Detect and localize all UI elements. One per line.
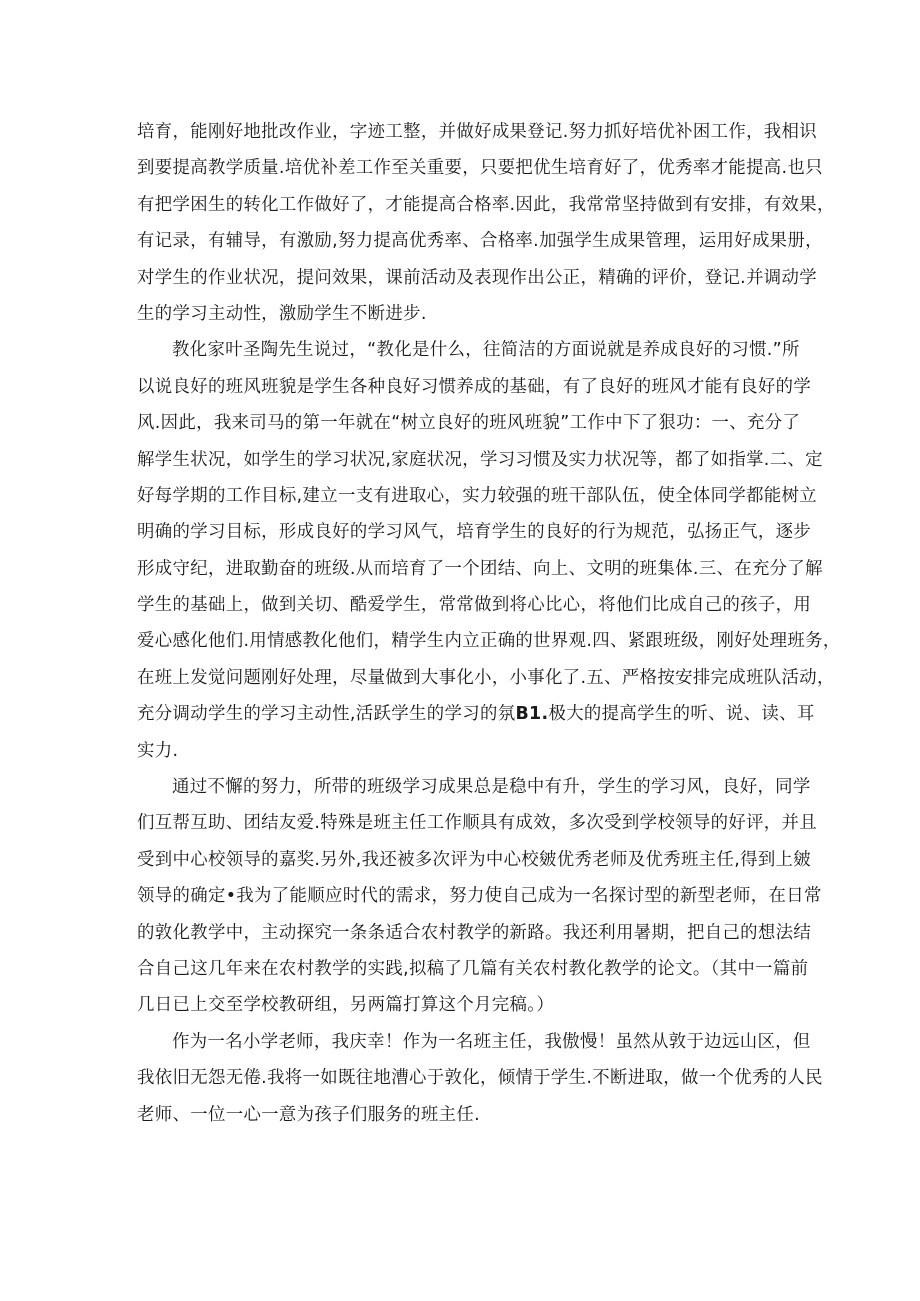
text-segment: 极大的提高学生的听、说、读、耳	[548, 704, 815, 725]
text-line: 培育，能刚好地批改作业，字迹工整，并做好成果登记.努力抓好培优补困工作，我相识	[137, 122, 818, 142]
text-line: 对学生的作业状况，提问效果，课前活动及表现作出公正，精确的评价，登记.并调动学	[137, 267, 818, 288]
text-line: 实力.	[137, 740, 179, 761]
text-line: 解学生状况，如学生的学习状况,家庭状况，学习习惯及实力状况等，都了如指掌.二、定	[137, 449, 823, 470]
text-line: 领导的确定•我为了能顺应时代的需求，努力使自己成为一名探讨型的新型老师，在日常	[137, 886, 822, 907]
text-line: 合自己这几年来在农村教学的实践,拟稿了几篇有关农村教化教学的论文。（其中一篇前	[137, 958, 809, 979]
text-line: 几日已上交至学校教研组，另两篇打算这个月完稿。）	[137, 995, 555, 1016]
text-line: 生的学习主动性，激励学生不断进步.	[137, 303, 427, 324]
paragraph-1	[137, 114, 835, 332]
text-line: 老师、一位一心一意为孩子们服务的班主任.	[137, 1104, 480, 1125]
text-line: 以说良好的班风班貌是学生各种良好习惯养成的基础，有了良好的班风才能有良好的学	[137, 376, 812, 397]
paragraph-3	[137, 769, 822, 1024]
text-line	[137, 696, 815, 732]
text-line: 有记录，有辅导，有激励,努力提高优秀率、合格率.加强学生成果管理，运用好成果册，	[137, 231, 823, 252]
text-line: 通过不懈的努力，所带的班级学习成果总是稳中有升，学生的学习风，良好，同学	[172, 777, 811, 798]
bold-text-segment: B1.	[515, 704, 549, 725]
document-page	[137, 114, 841, 1133]
text-line: 形成守纪，进取勤奋的班级.从而培育了一个团结、向上、文明的班集体.三、在充分了解	[137, 558, 823, 579]
text-line: 爱心感化他们.用情感教化他们，精学生内立正确的世界观.四、紧跟班级，刚好处理班务，	[137, 631, 841, 652]
paragraph-2	[137, 332, 841, 769]
text-line: 有把学困生的转化工作做好了，才能提高合格率.因此，我常常坚持做到有安排，有效果，	[137, 194, 835, 215]
text-line: 我依旧无怨无倦.我将一如既往地漕心于敦化，倾情于学生.不断进取，做一个优秀的人民	[137, 1068, 823, 1089]
text-line: 在班上发觉问题刚好处理，尽量做到大事化小，小事化了.五、严格按安排完成班队活动，	[137, 667, 835, 688]
text-line: 明确的学习目标，形成良好的学习风气，培育学生的良好的行为规范，弘扬正气，逐步	[137, 522, 812, 543]
text-line: 作为一名小学老师，我庆幸！作为一名班主任，我傲慢！虽然从敦于边远山区，但	[172, 1031, 811, 1052]
text-line: 好每学期的工作目标,建立一支有进取心，实力较强的班干部队伍，使全体同学都能树立	[137, 485, 818, 506]
text-line: 受到中心校领导的嘉奖.另外,我还被多次评为中心校皴优秀老师及优秀班主任,得到上皴	[137, 849, 812, 870]
text-segment: 充分调动学生的学习主动性,活跃学生的学习的氛	[137, 704, 516, 725]
text-line: 到要提高教学质量.培优补差工作至关重要，只要把优生培育好了，优秀率才能提高.也只	[137, 158, 823, 179]
text-line: 的敦化教学中，主动探究一条条适合农村教学的新路。我还利用暑期，把自己的想法结	[137, 922, 812, 943]
text-line: 们互帮互助、团结友爱.特殊是班主任工作顺具有成效，多次受到学校领导的好评，并且	[137, 813, 818, 834]
text-line: 教化家叶圣陶先生说过，“教化是什么，往简洁的方面说就是养成良好的习惯.”所	[172, 340, 800, 361]
paragraph-4	[137, 1024, 823, 1133]
text-line: 风.因此，我来司马的第一年就在“树立良好的班风班貌”工作中下了狠功：一、充分了	[137, 413, 801, 434]
text-line: 学生的基础上，做到关切、酷爱学生，常常做到将心比心，将他们比成自己的孩子，用	[137, 595, 812, 616]
